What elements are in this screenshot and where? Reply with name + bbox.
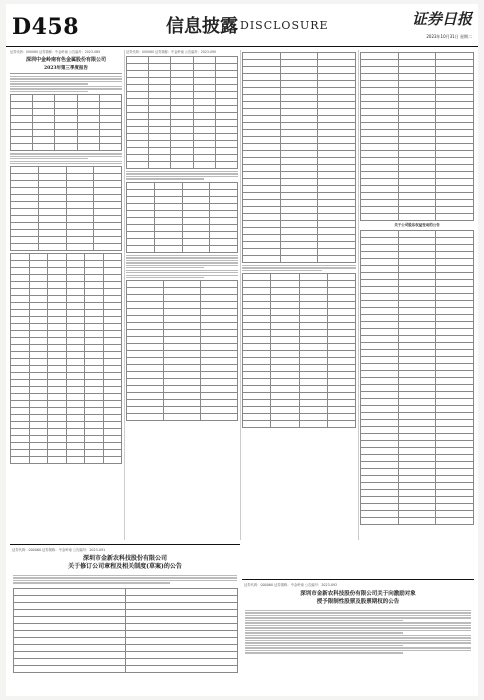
- newspaper-logo: 证券日报: [411, 10, 472, 28]
- section-title: 信息披露: [166, 16, 238, 37]
- announcement-title-line: 关于修订公司章程及相关制度(草案)的公告: [68, 563, 182, 570]
- financial-table: [10, 94, 122, 151]
- shareholder-table: [10, 253, 122, 464]
- column-4: [360, 50, 474, 527]
- text-block: [10, 76, 122, 92]
- announcement-left: [10, 544, 240, 695]
- date-line: 2023年10月31日 星期二: [426, 34, 472, 39]
- data-table: [126, 56, 238, 169]
- stock-code-line: 证券代码：000060 证券简称：中金岭南 公告编号：2023-089: [10, 50, 101, 54]
- announcement-title: [10, 555, 240, 571]
- rule: [10, 73, 122, 74]
- report-title: 2023年第三季度报告: [43, 66, 89, 71]
- data-table: [360, 52, 474, 221]
- column-1: [10, 50, 122, 466]
- announcement-title-line: 深圳市金新农科技股份有限公司: [82, 555, 167, 562]
- column-divider: [240, 50, 241, 540]
- announcement-title: [242, 590, 474, 606]
- newspaper-page: [6, 4, 478, 696]
- stock-code-line: 证券代码：000060 证券简称：中金岭南 公告编号：2023-092: [244, 583, 338, 587]
- column-divider: [124, 50, 125, 540]
- stock-code-line: 证券代码：000060 证券简称：中金岭南 公告编号：2023-090: [126, 50, 217, 54]
- data-table: [126, 280, 238, 421]
- announcement-right: [242, 579, 474, 695]
- company-name: 深圳中金岭南有色金属股份有限公司: [25, 57, 106, 63]
- masthead: [6, 4, 478, 47]
- announcement-title-line: 授予限制性股票及股票期权的公告: [316, 599, 400, 605]
- text-block: [126, 255, 238, 279]
- data-table: [242, 273, 356, 428]
- subsection-title: 关于公司股东权益变动的公告: [394, 223, 440, 227]
- column-divider: [358, 50, 359, 540]
- section-title-en: DISCLOSURE: [240, 19, 329, 32]
- data-table: [360, 230, 474, 525]
- data-table: [126, 182, 238, 253]
- text-block: [126, 171, 238, 180]
- stock-code-line: 证券代码：000060 证券简称：中金岭南 公告编号：2023-091: [12, 548, 106, 552]
- data-table: [242, 52, 356, 263]
- announcement-title-line: 深圳市金新农科技股份有限公司关于向激励对象: [300, 591, 416, 597]
- text-block: [245, 610, 471, 654]
- text-block: [13, 575, 237, 584]
- column-3: [242, 50, 356, 430]
- text-block: [10, 153, 122, 164]
- text-block: [242, 265, 356, 271]
- financial-table: [10, 166, 122, 251]
- amendment-table: [13, 588, 238, 673]
- column-2: [126, 50, 238, 423]
- page-number: D458: [12, 14, 80, 40]
